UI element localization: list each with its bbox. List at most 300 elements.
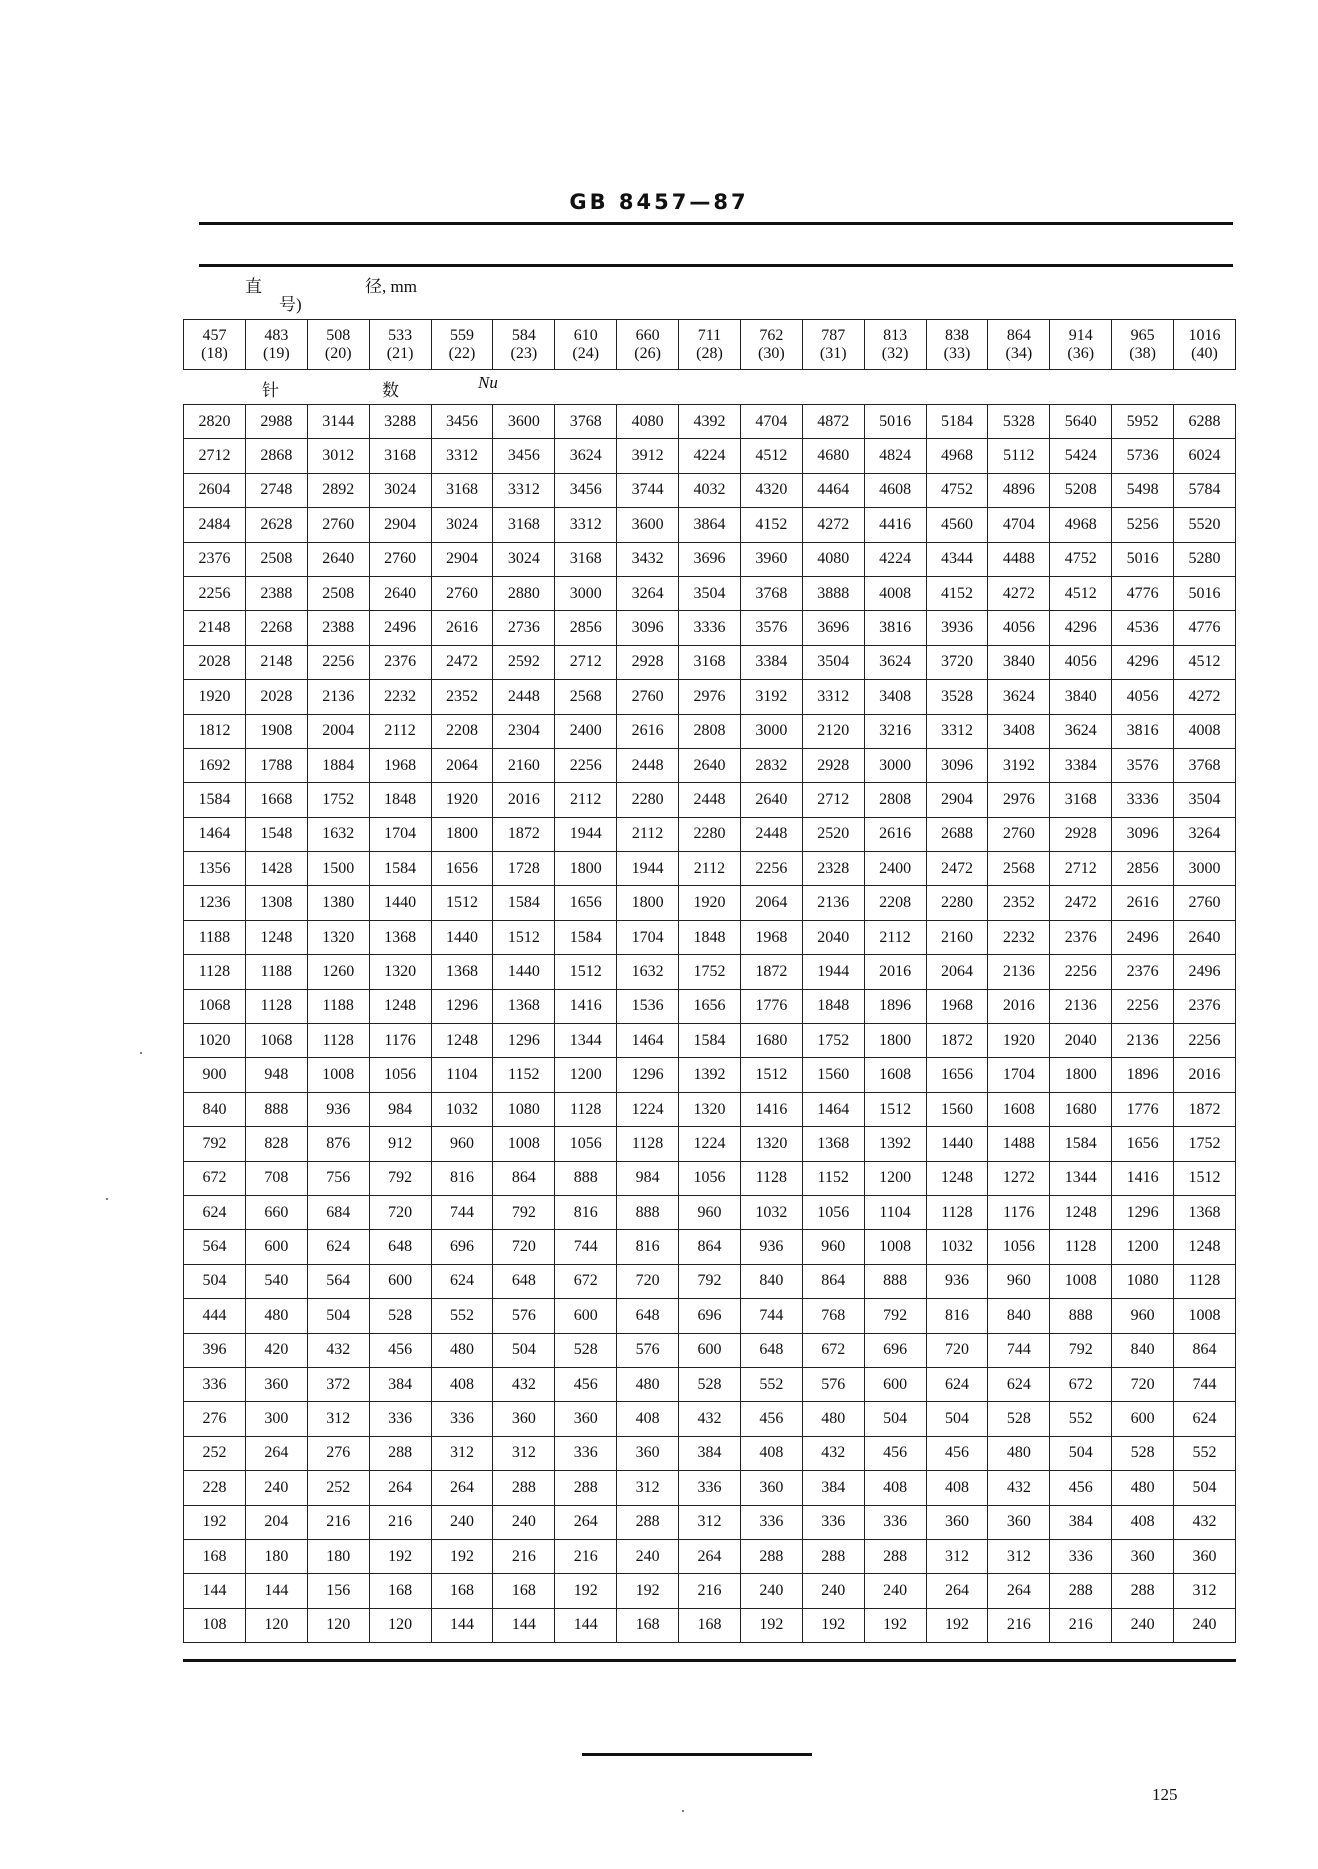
table-cell: 1656	[555, 886, 617, 920]
table-cell: 2136	[1112, 1024, 1174, 1058]
table-cell: 3168	[431, 473, 493, 507]
table-cell: 4416	[864, 508, 926, 542]
table-cell: 1128	[184, 955, 246, 989]
table-cell: 2112	[555, 783, 617, 817]
table-cell: 3840	[1050, 680, 1112, 714]
table-cell: 2136	[988, 955, 1050, 989]
table-row	[184, 1436, 1236, 1470]
table-cell: 3096	[1112, 817, 1174, 851]
table-row	[184, 508, 1236, 542]
table-cell: 1944	[555, 817, 617, 851]
table-cell: 336	[740, 1505, 802, 1539]
table-cell: 192	[369, 1539, 431, 1573]
table-top-rule	[199, 264, 1233, 267]
table-cell: 1392	[864, 1127, 926, 1161]
table-cell: 1584	[493, 886, 555, 920]
page-number: 125	[1152, 1785, 1178, 1804]
table-cell: 1896	[864, 989, 926, 1023]
table-cell: 696	[679, 1299, 741, 1333]
table-cell: 2064	[926, 955, 988, 989]
table-cell: 1068	[245, 1024, 307, 1058]
table-cell: 1656	[1112, 1127, 1174, 1161]
table-cell: 720	[369, 1195, 431, 1229]
table-cell: 360	[1174, 1539, 1236, 1573]
table-cell: 2352	[431, 680, 493, 714]
table-cell: 1608	[864, 1058, 926, 1092]
table-cell: 576	[802, 1367, 864, 1401]
table-cell: 2112	[679, 852, 741, 886]
table-cell: 3528	[926, 680, 988, 714]
table-cell: 5016	[1174, 576, 1236, 610]
table-cell: 2856	[1112, 852, 1174, 886]
table-cell: 504	[926, 1402, 988, 1436]
table-cell: 264	[988, 1574, 1050, 1608]
table-cell: 264	[245, 1436, 307, 1470]
table-cell: 3000	[1174, 852, 1236, 886]
table-cell: 1920	[679, 886, 741, 920]
table-cell: 1248	[1050, 1195, 1112, 1229]
table-cell: 1704	[369, 817, 431, 851]
table-cell: 2808	[864, 783, 926, 817]
table-cell: 4080	[802, 542, 864, 576]
table-cell: 816	[555, 1195, 617, 1229]
table-cell: 2016	[988, 989, 1050, 1023]
table-cell: 360	[740, 1471, 802, 1505]
needles-label-cell	[184, 370, 1236, 405]
table-cell: 1584	[679, 1024, 741, 1058]
table-row	[184, 1471, 1236, 1505]
table-cell: 1056	[555, 1127, 617, 1161]
table-cell: 720	[926, 1333, 988, 1367]
number-value: (21)	[386, 344, 414, 362]
table-cell: 1368	[802, 1127, 864, 1161]
number-value: (28)	[696, 344, 723, 362]
table-cell: 3336	[679, 611, 741, 645]
table-cell: 1416	[1112, 1161, 1174, 1195]
table-cell: 480	[988, 1436, 1050, 1470]
table-row	[184, 1299, 1236, 1333]
table-cell: 264	[679, 1539, 741, 1573]
table-cell: 2112	[864, 920, 926, 954]
table-cell: 5498	[1112, 473, 1174, 507]
table-cell: 1056	[369, 1058, 431, 1092]
table-cell: 1464	[184, 817, 246, 851]
table-cell: 960	[802, 1230, 864, 1264]
table-cell: 672	[802, 1333, 864, 1367]
table-cell: 2120	[802, 714, 864, 748]
table-row	[184, 473, 1236, 507]
number-value: (30)	[757, 344, 785, 362]
table-cell: 648	[493, 1264, 555, 1298]
table-cell: 168	[431, 1574, 493, 1608]
table-cell: 1680	[740, 1024, 802, 1058]
table-cell: 360	[1112, 1539, 1174, 1573]
table-cell: 444	[184, 1299, 246, 1333]
table-cell: 432	[802, 1436, 864, 1470]
diameter-header-cell	[307, 320, 369, 370]
table-cell: 1032	[926, 1230, 988, 1264]
table-cell: 312	[679, 1505, 741, 1539]
table-cell: 168	[493, 1574, 555, 1608]
table-cell: 4272	[1174, 680, 1236, 714]
table-cell: 3096	[926, 748, 988, 782]
table-cell: 4512	[1174, 645, 1236, 679]
table-cell: 3024	[493, 542, 555, 576]
table-row	[184, 817, 1236, 851]
table-cell: 624	[431, 1264, 493, 1298]
table-cell: 2472	[1050, 886, 1112, 920]
table-cell: 912	[369, 1127, 431, 1161]
table-cell: 2640	[740, 783, 802, 817]
table-cell: 624	[307, 1230, 369, 1264]
table-cell: 5280	[1174, 542, 1236, 576]
diameter-header-cell	[926, 320, 988, 370]
table-cell: 396	[184, 1333, 246, 1367]
table-cell: 2712	[1050, 852, 1112, 886]
table-cell: 3936	[926, 611, 988, 645]
table-cell: 648	[617, 1299, 679, 1333]
table-row	[184, 886, 1236, 920]
table-cell: 2028	[245, 680, 307, 714]
table-cell: 4056	[1050, 645, 1112, 679]
table-cell: 1020	[184, 1024, 246, 1058]
number-label: 号)	[279, 295, 302, 314]
table-cell: 1584	[555, 920, 617, 954]
table-cell: 204	[245, 1505, 307, 1539]
diameter-header-cell	[617, 320, 679, 370]
table-cell: 1908	[245, 714, 307, 748]
table-cell: 936	[307, 1092, 369, 1126]
table-cell: 2136	[1050, 989, 1112, 1023]
table-cell: 2016	[493, 783, 555, 817]
table-cell: 960	[679, 1195, 741, 1229]
table-cell: 3816	[1112, 714, 1174, 748]
table-cell: 240	[864, 1574, 926, 1608]
table-cell: 4272	[802, 508, 864, 542]
table-cell: 276	[184, 1402, 246, 1436]
standard-title: GB 8457—87	[569, 190, 749, 214]
table-cell: 360	[988, 1505, 1050, 1539]
table-cell: 240	[1174, 1608, 1236, 1642]
table-row	[184, 783, 1236, 817]
table-cell: 3024	[431, 508, 493, 542]
diameter-value: 660	[635, 326, 660, 344]
table-cell: 2892	[307, 473, 369, 507]
table-cell: 3384	[1050, 748, 1112, 782]
table-cell: 3624	[1050, 714, 1112, 748]
table-cell: 1188	[184, 920, 246, 954]
table-cell: 888	[555, 1161, 617, 1195]
table-row	[184, 1264, 1236, 1298]
table-cell: 1416	[555, 989, 617, 1023]
table-cell: 1920	[431, 783, 493, 817]
table-cell: 1704	[617, 920, 679, 954]
table-cell: 1968	[740, 920, 802, 954]
table-cell: 3600	[617, 508, 679, 542]
table-cell: 1944	[617, 852, 679, 886]
table-cell: 1536	[617, 989, 679, 1023]
table-cell: 552	[431, 1299, 493, 1333]
table-cell: 2904	[926, 783, 988, 817]
table-cell: 4704	[740, 405, 802, 439]
table-cell: 1656	[926, 1058, 988, 1092]
table-cell: 372	[307, 1367, 369, 1401]
table-cell: 1248	[431, 1024, 493, 1058]
table-cell: 2304	[493, 714, 555, 748]
table-cell: 864	[679, 1230, 741, 1264]
table-cell: 480	[431, 1333, 493, 1367]
table-cell: 864	[493, 1161, 555, 1195]
table-cell: 168	[617, 1608, 679, 1642]
table-cell: 432	[988, 1471, 1050, 1505]
diameter-header-cell	[493, 320, 555, 370]
table-cell: 336	[184, 1367, 246, 1401]
diameter-value: 610	[573, 326, 598, 344]
table-cell: 3960	[740, 542, 802, 576]
table-cell: 5952	[1112, 405, 1174, 439]
table-row	[184, 1230, 1236, 1264]
table-cell: 2484	[184, 508, 246, 542]
table-cell: 840	[740, 1264, 802, 1298]
table-cell: 2976	[988, 783, 1050, 817]
table-cell: 1368	[431, 955, 493, 989]
table-cell: 576	[493, 1299, 555, 1333]
table-cell: 1296	[1112, 1195, 1174, 1229]
table-cell: 2016	[864, 955, 926, 989]
table-cell: 288	[1050, 1574, 1112, 1608]
table-cell: 2280	[617, 783, 679, 817]
table-row	[184, 645, 1236, 679]
table-cell: 1848	[679, 920, 741, 954]
table-row	[184, 542, 1236, 576]
table-cell: 4008	[864, 576, 926, 610]
table-cell: 2616	[1112, 886, 1174, 920]
table-cell: 660	[245, 1195, 307, 1229]
table-cell: 1248	[369, 989, 431, 1023]
table-cell: 288	[493, 1471, 555, 1505]
table-cell: 1296	[431, 989, 493, 1023]
table-cell: 1308	[245, 886, 307, 920]
table-row	[184, 680, 1236, 714]
table-cell: 432	[1174, 1505, 1236, 1539]
table-cell: 252	[184, 1436, 246, 1470]
table-cell: 744	[988, 1333, 1050, 1367]
table-cell: 2064	[740, 886, 802, 920]
table-cell: 2028	[184, 645, 246, 679]
table-cell: 2448	[740, 817, 802, 851]
diameter-header-cell	[740, 320, 802, 370]
table-cell: 672	[555, 1264, 617, 1298]
table-cell: 3312	[802, 680, 864, 714]
table-cell: 504	[864, 1402, 926, 1436]
table-cell: 1752	[679, 955, 741, 989]
table-cell: 2496	[369, 611, 431, 645]
table-cell: 744	[431, 1195, 493, 1229]
table-cell: 1464	[617, 1024, 679, 1058]
table-cell: 1080	[493, 1092, 555, 1126]
table-cell: 2832	[740, 748, 802, 782]
diameter-value: 559	[449, 326, 474, 344]
table-cell: 1656	[431, 852, 493, 886]
table-cell: 240	[245, 1471, 307, 1505]
table-cell: 2640	[369, 576, 431, 610]
table-cell: 264	[431, 1471, 493, 1505]
table-row	[184, 1161, 1236, 1195]
table-cell: 3696	[679, 542, 741, 576]
table-cell: 5784	[1174, 473, 1236, 507]
table-cell: 564	[184, 1230, 246, 1264]
table-cell: 1176	[369, 1024, 431, 1058]
table-cell: 312	[988, 1539, 1050, 1573]
table-cell: 1200	[864, 1161, 926, 1195]
table-cell: 3696	[802, 611, 864, 645]
table-cell: 864	[802, 1264, 864, 1298]
number-value: (31)	[819, 344, 847, 362]
table-cell: 648	[740, 1333, 802, 1367]
table-cell: 4704	[988, 508, 1050, 542]
table-cell: 1008	[307, 1058, 369, 1092]
table-cell: 1872	[493, 817, 555, 851]
table-cell: 864	[1174, 1333, 1236, 1367]
table-cell: 216	[679, 1574, 741, 1608]
table-cell: 1920	[988, 1024, 1050, 1058]
table-cell: 1464	[802, 1092, 864, 1126]
table-cell: 1668	[245, 783, 307, 817]
table-cell: 3000	[740, 714, 802, 748]
table-cell: 192	[617, 1574, 679, 1608]
table-cell: 1176	[988, 1195, 1050, 1229]
table-cell: 2880	[493, 576, 555, 610]
table-cell: 2064	[431, 748, 493, 782]
table-cell: 408	[1112, 1505, 1174, 1539]
table-row	[184, 1058, 1236, 1092]
diameter-header-row	[184, 320, 1236, 370]
table-cell: 1152	[493, 1058, 555, 1092]
table-cell: 3600	[493, 405, 555, 439]
table-cell: 1896	[1112, 1058, 1174, 1092]
diameter-value: 914	[1068, 326, 1093, 344]
table-cell: 2592	[493, 645, 555, 679]
table-cell: 264	[555, 1505, 617, 1539]
table-row	[184, 714, 1236, 748]
table-cell: 2208	[431, 714, 493, 748]
table-cell: 1728	[493, 852, 555, 886]
table-cell: 816	[431, 1161, 493, 1195]
table-row	[184, 1539, 1236, 1573]
table-cell: 2928	[802, 748, 864, 782]
table-cell: 4680	[802, 439, 864, 473]
table-cell: 528	[555, 1333, 617, 1367]
table-cell: 2616	[617, 714, 679, 748]
table-cell: 5256	[1112, 508, 1174, 542]
table-cell: 240	[1112, 1608, 1174, 1642]
table-cell: 1440	[369, 886, 431, 920]
diameter-value: 533	[388, 326, 413, 344]
table-cell: 456	[1050, 1471, 1112, 1505]
table-cell: 528	[679, 1367, 741, 1401]
table-cell: 120	[369, 1608, 431, 1642]
table-cell: 2136	[802, 886, 864, 920]
table-cell: 1248	[245, 920, 307, 954]
table-cell: 900	[184, 1058, 246, 1092]
table-cell: 360	[617, 1436, 679, 1470]
number-value: (23)	[510, 344, 538, 362]
table-cell: 4776	[1112, 576, 1174, 610]
table-cell: 3504	[679, 576, 741, 610]
table-cell: 2868	[245, 439, 307, 473]
table-cell: 3432	[617, 542, 679, 576]
table-cell: 360	[926, 1505, 988, 1539]
table-cell: 2148	[245, 645, 307, 679]
number-value: (40)	[1191, 344, 1218, 362]
table-cell: 3744	[617, 473, 679, 507]
table-cell: 156	[307, 1574, 369, 1608]
table-cell: 1296	[493, 1024, 555, 1058]
table-cell: 456	[926, 1436, 988, 1470]
table-cell: 4968	[926, 439, 988, 473]
table-cell: 2136	[307, 680, 369, 714]
table-cell: 1152	[802, 1161, 864, 1195]
table-cell: 228	[184, 1471, 246, 1505]
table-cell: 336	[864, 1505, 926, 1539]
table-cell: 408	[617, 1402, 679, 1436]
number-value: (19)	[262, 344, 290, 362]
table-cell: 1380	[307, 886, 369, 920]
table-cell: 792	[369, 1161, 431, 1195]
table-cell: 216	[493, 1539, 555, 1573]
table-cell: 4152	[740, 508, 802, 542]
table-cell: 2256	[1174, 1024, 1236, 1058]
table-cell: 4152	[926, 576, 988, 610]
table-cell: 1548	[245, 817, 307, 851]
table-cell: 4752	[926, 473, 988, 507]
table-cell: 4272	[988, 576, 1050, 610]
table-cell: 192	[802, 1608, 864, 1642]
table-cell: 3024	[369, 473, 431, 507]
table-cell: 876	[307, 1127, 369, 1161]
table-cell: 3264	[617, 576, 679, 610]
table-cell: 1008	[864, 1230, 926, 1264]
table-cell: 3144	[307, 405, 369, 439]
diameter-value: 787	[821, 326, 846, 344]
table-cell: 1296	[617, 1058, 679, 1092]
table-cell: 2256	[307, 645, 369, 679]
table-cell: 1104	[864, 1195, 926, 1229]
table-cell: 456	[555, 1367, 617, 1401]
table-row	[184, 920, 1236, 954]
table-cell: 504	[307, 1299, 369, 1333]
table-cell: 1968	[926, 989, 988, 1023]
table-cell: 144	[245, 1574, 307, 1608]
table-cell: 2712	[184, 439, 246, 473]
table-cell: 3912	[617, 439, 679, 473]
table-row	[184, 611, 1236, 645]
table-cell: 2112	[369, 714, 431, 748]
table-cell: 4320	[740, 473, 802, 507]
table-cell: 384	[1050, 1505, 1112, 1539]
table-cell: 1344	[1050, 1161, 1112, 1195]
table-cell: 3624	[555, 439, 617, 473]
table-cell: 600	[555, 1299, 617, 1333]
table-cell: 432	[679, 1402, 741, 1436]
table-cell: 4080	[617, 405, 679, 439]
table-cell: 312	[926, 1539, 988, 1573]
table-cell: 2448	[679, 783, 741, 817]
table-cell: 3168	[1050, 783, 1112, 817]
table-cell: 1608	[988, 1092, 1050, 1126]
table-cell: 528	[369, 1299, 431, 1333]
table-row	[184, 1195, 1236, 1229]
